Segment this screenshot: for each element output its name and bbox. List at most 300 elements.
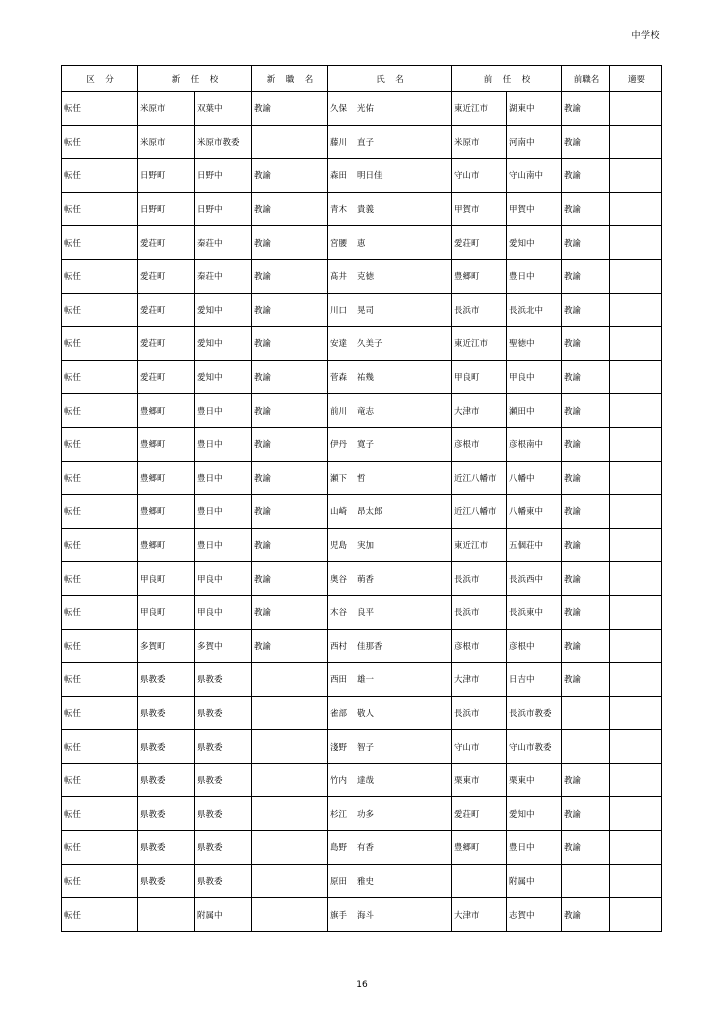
- new-school-cell: 多賀中: [195, 629, 252, 663]
- family-name: 宮腰: [330, 238, 348, 249]
- category-cell: 転任: [62, 528, 138, 562]
- new-school-cell: 豊日中: [195, 528, 252, 562]
- name-cell: [328, 898, 452, 932]
- family-name: 淺野: [330, 742, 348, 753]
- new-area-cell: 甲良町: [138, 562, 195, 596]
- new-position-cell: [252, 797, 328, 831]
- remarks-cell: [610, 192, 662, 226]
- given-name: 敬人: [357, 708, 375, 719]
- remarks-cell: [610, 461, 662, 495]
- page-number: 16: [356, 980, 368, 990]
- previous-school-cell: 志賀中: [507, 898, 562, 932]
- remarks-cell: [610, 259, 662, 293]
- previous-area-cell: 近江八幡市: [452, 461, 507, 495]
- category-cell: 転任: [62, 730, 138, 764]
- new-area-cell: 豊郷町: [138, 427, 195, 461]
- name-cell: [328, 327, 452, 361]
- new-school-cell: 米原市教委: [195, 125, 252, 159]
- new-school-cell: 県教委: [195, 864, 252, 898]
- previous-school-cell: 河南中: [507, 125, 562, 159]
- personnel-table: [61, 65, 662, 932]
- category-cell: 転任: [62, 797, 138, 831]
- family-name: 雀部: [330, 708, 348, 719]
- new-position-cell: [252, 696, 328, 730]
- new-school-cell: 豊日中: [195, 461, 252, 495]
- name-cell: [328, 629, 452, 663]
- new-position-cell: 教諭: [252, 159, 328, 193]
- previous-position-cell: 教諭: [562, 763, 610, 797]
- family-name: 西村: [330, 641, 348, 652]
- remarks-cell: [610, 528, 662, 562]
- previous-school-cell: 八幡中: [507, 461, 562, 495]
- remarks-cell: [610, 427, 662, 461]
- previous-position-cell: 教諭: [562, 595, 610, 629]
- previous-school-cell: 彦根中: [507, 629, 562, 663]
- new-position-cell: 教諭: [252, 293, 328, 327]
- new-school-cell: 日野中: [195, 192, 252, 226]
- name-cell: [328, 159, 452, 193]
- previous-school-cell: 栗東中: [507, 763, 562, 797]
- table-row: [62, 528, 662, 562]
- remarks-cell: [610, 663, 662, 697]
- previous-school-cell: 長浜市教委: [507, 696, 562, 730]
- previous-school-cell: 聖徳中: [507, 327, 562, 361]
- new-position-cell: 教諭: [252, 495, 328, 529]
- new-area-cell: 米原市: [138, 125, 195, 159]
- family-name: 瀬下: [330, 473, 348, 484]
- previous-school-cell: 豊日中: [507, 831, 562, 865]
- given-name: 光佑: [357, 104, 375, 115]
- given-name: 良平: [357, 608, 375, 619]
- previous-position-cell: 教諭: [562, 461, 610, 495]
- new-school-cell: 県教委: [195, 831, 252, 865]
- previous-area-cell: 大津市: [452, 663, 507, 697]
- new-school-cell: 甲良中: [195, 595, 252, 629]
- category-cell: 転任: [62, 495, 138, 529]
- new-school-cell: 双葉中: [195, 92, 252, 126]
- name-cell: [328, 864, 452, 898]
- previous-area-cell: 愛荘町: [452, 226, 507, 260]
- table-row: [62, 595, 662, 629]
- new-area-cell: 愛荘町: [138, 259, 195, 293]
- given-name: 雅史: [357, 876, 375, 887]
- name-cell: [328, 797, 452, 831]
- new-school-cell: 秦荘中: [195, 226, 252, 260]
- previous-area-cell: 東近江市: [452, 92, 507, 126]
- category-cell: 転任: [62, 125, 138, 159]
- previous-area-cell: 近江八幡市: [452, 495, 507, 529]
- new-area-cell: [138, 898, 195, 932]
- category-cell: 転任: [62, 192, 138, 226]
- new-school-cell: 愛知中: [195, 327, 252, 361]
- previous-area-cell: [452, 864, 507, 898]
- given-name: 寛子: [357, 440, 375, 451]
- remarks-cell: [610, 898, 662, 932]
- previous-position-cell: 教諭: [562, 327, 610, 361]
- given-name: 克徳: [357, 272, 375, 283]
- new-area-cell: 日野町: [138, 192, 195, 226]
- previous-area-cell: 大津市: [452, 394, 507, 428]
- remarks-cell: [610, 293, 662, 327]
- new-position-cell: 教諭: [252, 92, 328, 126]
- previous-school-cell: 長浜東中: [507, 595, 562, 629]
- previous-area-cell: 豊郷町: [452, 831, 507, 865]
- previous-position-cell: 教諭: [562, 797, 610, 831]
- new-school-cell: 甲良中: [195, 562, 252, 596]
- given-name: 佳那香: [357, 641, 383, 652]
- new-position-cell: [252, 663, 328, 697]
- table-row: [62, 192, 662, 226]
- new-position-cell: [252, 898, 328, 932]
- new-area-cell: 愛荘町: [138, 226, 195, 260]
- remarks-cell: [610, 226, 662, 260]
- name-cell: [328, 226, 452, 260]
- table-row: [62, 495, 662, 529]
- given-name: 萌香: [357, 574, 375, 585]
- category-cell: 転任: [62, 360, 138, 394]
- family-name: 髙井: [330, 272, 348, 283]
- new-school-cell: 県教委: [195, 797, 252, 831]
- new-school-cell: 豊日中: [195, 394, 252, 428]
- remarks-cell: [610, 92, 662, 126]
- name-cell: [328, 763, 452, 797]
- new-area-cell: 県教委: [138, 763, 195, 797]
- table-row: [62, 92, 662, 126]
- previous-school-cell: 豊日中: [507, 259, 562, 293]
- family-name: 児島: [330, 541, 348, 552]
- new-school-cell: 県教委: [195, 663, 252, 697]
- previous-school-cell: 彦根南中: [507, 427, 562, 461]
- category-cell: 転任: [62, 159, 138, 193]
- given-name: 有香: [357, 843, 375, 854]
- previous-position-cell: 教諭: [562, 360, 610, 394]
- name-cell: [328, 427, 452, 461]
- name-cell: [328, 562, 452, 596]
- previous-position-cell: 教諭: [562, 394, 610, 428]
- new-area-cell: 県教委: [138, 831, 195, 865]
- previous-area-cell: 甲良町: [452, 360, 507, 394]
- given-name: 実加: [357, 541, 375, 552]
- new-position-cell: 教諭: [252, 259, 328, 293]
- family-name: 久保: [330, 104, 348, 115]
- new-position-cell: 教諭: [252, 427, 328, 461]
- family-name: 安達: [330, 339, 348, 350]
- previous-school-cell: 附属中: [507, 864, 562, 898]
- name-cell: [328, 92, 452, 126]
- table-row: [62, 360, 662, 394]
- given-name: 晃司: [357, 305, 375, 316]
- table-row: [62, 562, 662, 596]
- new-school-cell: 愛知中: [195, 293, 252, 327]
- name-cell: [328, 293, 452, 327]
- given-name: 哲: [357, 473, 366, 484]
- new-school-cell: 県教委: [195, 763, 252, 797]
- family-name: 川口: [330, 305, 348, 316]
- previous-school-cell: 甲良中: [507, 360, 562, 394]
- name-cell: [328, 831, 452, 865]
- previous-position-cell: 教諭: [562, 831, 610, 865]
- header-previous-position: 前職名: [562, 66, 610, 92]
- previous-position-cell: 教諭: [562, 629, 610, 663]
- table-row: [62, 293, 662, 327]
- family-name: 藤川: [330, 137, 348, 148]
- remarks-cell: [610, 864, 662, 898]
- previous-area-cell: 東近江市: [452, 528, 507, 562]
- family-name: 杉江: [330, 809, 348, 820]
- given-name: 昂太郎: [357, 507, 383, 518]
- family-name: 木谷: [330, 608, 348, 619]
- new-area-cell: 日野町: [138, 159, 195, 193]
- new-school-cell: 日野中: [195, 159, 252, 193]
- previous-position-cell: 教諭: [562, 226, 610, 260]
- remarks-cell: [610, 360, 662, 394]
- previous-position-cell: 教諭: [562, 663, 610, 697]
- category-cell: 転任: [62, 696, 138, 730]
- category-cell: 転任: [62, 394, 138, 428]
- category-cell: 転任: [62, 92, 138, 126]
- table-row: [62, 831, 662, 865]
- new-school-cell: 愛知中: [195, 360, 252, 394]
- given-name: 達哉: [357, 776, 375, 787]
- category-cell: 転任: [62, 327, 138, 361]
- family-name: 原田: [330, 876, 348, 887]
- given-name: 智子: [357, 742, 375, 753]
- previous-area-cell: 長浜市: [452, 562, 507, 596]
- new-position-cell: 教諭: [252, 595, 328, 629]
- name-cell: [328, 125, 452, 159]
- new-position-cell: [252, 763, 328, 797]
- previous-position-cell: 教諭: [562, 427, 610, 461]
- remarks-cell: [610, 595, 662, 629]
- header-new-school: 新 任 校: [138, 66, 252, 92]
- previous-school-cell: 八幡東中: [507, 495, 562, 529]
- name-cell: [328, 528, 452, 562]
- previous-position-cell: 教諭: [562, 159, 610, 193]
- name-cell: [328, 595, 452, 629]
- table-row: [62, 427, 662, 461]
- name-cell: [328, 461, 452, 495]
- previous-school-cell: 愛知中: [507, 797, 562, 831]
- remarks-cell: [610, 562, 662, 596]
- family-name: 山崎: [330, 507, 348, 518]
- new-position-cell: 教諭: [252, 192, 328, 226]
- new-area-cell: 豊郷町: [138, 528, 195, 562]
- category-cell: 転任: [62, 595, 138, 629]
- table-header: [62, 66, 662, 92]
- new-area-cell: 県教委: [138, 696, 195, 730]
- name-cell: [328, 663, 452, 697]
- category-cell: 転任: [62, 864, 138, 898]
- new-position-cell: 教諭: [252, 528, 328, 562]
- family-name: 菅森: [330, 373, 348, 384]
- new-position-cell: 教諭: [252, 629, 328, 663]
- family-name: 旗手: [330, 910, 348, 921]
- remarks-cell: [610, 696, 662, 730]
- category-cell: 転任: [62, 898, 138, 932]
- given-name: 竜志: [357, 406, 375, 417]
- previous-position-cell: 教諭: [562, 293, 610, 327]
- given-name: 海斗: [357, 910, 375, 921]
- name-cell: [328, 192, 452, 226]
- new-area-cell: 愛荘町: [138, 293, 195, 327]
- new-area-cell: 豊郷町: [138, 495, 195, 529]
- table-row: [62, 327, 662, 361]
- previous-area-cell: 大津市: [452, 898, 507, 932]
- name-cell: [328, 360, 452, 394]
- new-area-cell: 豊郷町: [138, 461, 195, 495]
- family-name: 西田: [330, 675, 348, 686]
- name-cell: [328, 259, 452, 293]
- new-area-cell: 多賀町: [138, 629, 195, 663]
- table-row: [62, 663, 662, 697]
- given-name: 直子: [357, 137, 375, 148]
- name-cell: [328, 495, 452, 529]
- previous-area-cell: 長浜市: [452, 293, 507, 327]
- new-area-cell: 県教委: [138, 797, 195, 831]
- new-area-cell: 愛荘町: [138, 327, 195, 361]
- family-name: 竹内: [330, 776, 348, 787]
- given-name: 雄一: [357, 675, 375, 686]
- previous-position-cell: 教諭: [562, 562, 610, 596]
- previous-position-cell: 教諭: [562, 192, 610, 226]
- new-position-cell: [252, 864, 328, 898]
- remarks-cell: [610, 495, 662, 529]
- table-row: [62, 159, 662, 193]
- header-remarks: 適要: [610, 66, 662, 92]
- table-row: [62, 629, 662, 663]
- header-name: 氏 名: [328, 66, 452, 92]
- given-name: 恵: [357, 238, 366, 249]
- previous-school-cell: 守山南中: [507, 159, 562, 193]
- header-previous-school: 前 任 校: [452, 66, 562, 92]
- new-position-cell: 教諭: [252, 394, 328, 428]
- new-school-cell: 県教委: [195, 730, 252, 764]
- table-row: [62, 461, 662, 495]
- previous-school-cell: 長浜西中: [507, 562, 562, 596]
- previous-area-cell: 守山市: [452, 730, 507, 764]
- previous-area-cell: 守山市: [452, 159, 507, 193]
- category-cell: 転任: [62, 629, 138, 663]
- table-row: [62, 125, 662, 159]
- previous-area-cell: 長浜市: [452, 595, 507, 629]
- previous-position-cell: [562, 864, 610, 898]
- new-school-cell: 県教委: [195, 696, 252, 730]
- table-row: [62, 864, 662, 898]
- given-name: 功多: [357, 809, 375, 820]
- remarks-cell: [610, 394, 662, 428]
- new-position-cell: 教諭: [252, 360, 328, 394]
- new-position-cell: [252, 831, 328, 865]
- category-cell: 転任: [62, 427, 138, 461]
- remarks-cell: [610, 125, 662, 159]
- category-cell: 転任: [62, 461, 138, 495]
- new-position-cell: [252, 730, 328, 764]
- remarks-cell: [610, 629, 662, 663]
- previous-position-cell: 教諭: [562, 259, 610, 293]
- table-row: [62, 898, 662, 932]
- remarks-cell: [610, 159, 662, 193]
- previous-school-cell: 甲賀中: [507, 192, 562, 226]
- previous-position-cell: 教諭: [562, 495, 610, 529]
- table-body: [62, 92, 662, 932]
- family-name: 島野: [330, 843, 348, 854]
- previous-area-cell: 栗東市: [452, 763, 507, 797]
- category-cell: 転任: [62, 259, 138, 293]
- remarks-cell: [610, 797, 662, 831]
- new-area-cell: 県教委: [138, 663, 195, 697]
- table-row: [62, 226, 662, 260]
- table-row: [62, 696, 662, 730]
- remarks-cell: [610, 763, 662, 797]
- new-position-cell: 教諭: [252, 461, 328, 495]
- new-area-cell: 愛荘町: [138, 360, 195, 394]
- new-area-cell: 県教委: [138, 864, 195, 898]
- category-cell: 転任: [62, 226, 138, 260]
- table-row: [62, 259, 662, 293]
- previous-school-cell: 愛知中: [507, 226, 562, 260]
- category-cell: 転任: [62, 763, 138, 797]
- remarks-cell: [610, 327, 662, 361]
- name-cell: [328, 696, 452, 730]
- table-row: [62, 797, 662, 831]
- new-school-cell: 秦荘中: [195, 259, 252, 293]
- name-cell: [328, 394, 452, 428]
- new-position-cell: 教諭: [252, 327, 328, 361]
- new-position-cell: 教諭: [252, 226, 328, 260]
- new-area-cell: 豊郷町: [138, 394, 195, 428]
- previous-school-cell: 日吉中: [507, 663, 562, 697]
- new-school-cell: 豊日中: [195, 495, 252, 529]
- given-name: 祐幾: [357, 373, 375, 384]
- previous-area-cell: 彦根市: [452, 427, 507, 461]
- previous-area-cell: 豊郷町: [452, 259, 507, 293]
- category-cell: 転任: [62, 562, 138, 596]
- new-area-cell: 米原市: [138, 92, 195, 126]
- previous-position-cell: 教諭: [562, 125, 610, 159]
- given-name: 貴義: [357, 205, 375, 216]
- previous-position-cell: 教諭: [562, 898, 610, 932]
- new-school-cell: 豊日中: [195, 427, 252, 461]
- given-name: 久美子: [357, 339, 383, 350]
- previous-position-cell: [562, 696, 610, 730]
- previous-area-cell: 愛荘町: [452, 797, 507, 831]
- previous-area-cell: 米原市: [452, 125, 507, 159]
- new-area-cell: 県教委: [138, 730, 195, 764]
- previous-school-cell: 瀬田中: [507, 394, 562, 428]
- new-position-cell: 教諭: [252, 562, 328, 596]
- remarks-cell: [610, 730, 662, 764]
- table-row: [62, 763, 662, 797]
- previous-school-cell: 五個荘中: [507, 528, 562, 562]
- family-name: 奥谷: [330, 574, 348, 585]
- family-name: 青木: [330, 205, 348, 216]
- table-row: [62, 730, 662, 764]
- previous-school-cell: 守山市教委: [507, 730, 562, 764]
- header-category: 区 分: [62, 66, 138, 92]
- previous-area-cell: 東近江市: [452, 327, 507, 361]
- category-cell: 転任: [62, 663, 138, 697]
- name-cell: [328, 730, 452, 764]
- header-new-position: 新 職 名: [252, 66, 328, 92]
- previous-school-cell: 湖東中: [507, 92, 562, 126]
- family-name: 森田: [330, 171, 348, 182]
- previous-area-cell: 彦根市: [452, 629, 507, 663]
- remarks-cell: [610, 831, 662, 865]
- category-cell: 転任: [62, 293, 138, 327]
- family-name: 伊丹: [330, 440, 348, 451]
- previous-position-cell: 教諭: [562, 528, 610, 562]
- given-name: 明日佳: [357, 171, 383, 182]
